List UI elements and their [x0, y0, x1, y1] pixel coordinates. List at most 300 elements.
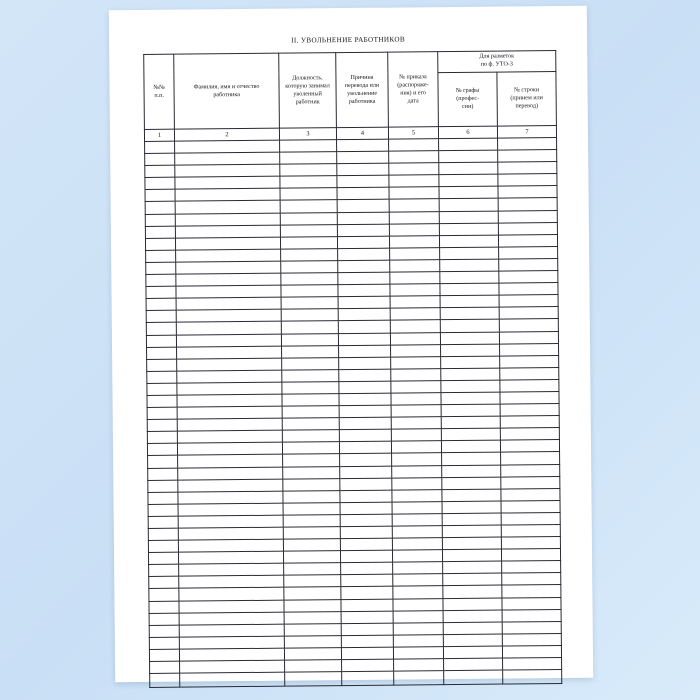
cell-fullname[interactable]	[175, 176, 280, 189]
cell-fullname[interactable]	[178, 503, 283, 516]
cell-graph-number[interactable]	[439, 174, 498, 187]
cell-graph-number[interactable]	[441, 356, 500, 369]
cell-row-number[interactable]	[500, 416, 559, 429]
cell-order[interactable]	[389, 139, 439, 152]
cell-fullname[interactable]	[178, 491, 283, 504]
cell-graph-number[interactable]	[439, 162, 498, 175]
cell-reason[interactable]	[339, 357, 391, 370]
cell-graph-number[interactable]	[439, 138, 498, 151]
cell-number[interactable]	[149, 589, 179, 601]
cell-row-number[interactable]	[503, 658, 562, 671]
cell-reason[interactable]	[338, 333, 390, 346]
cell-row-number[interactable]	[499, 295, 558, 308]
cell-order[interactable]	[393, 586, 443, 599]
cell-position[interactable]	[281, 297, 338, 310]
cell-graph-number[interactable]	[440, 295, 499, 308]
cell-position[interactable]	[280, 236, 337, 249]
cell-reason[interactable]	[340, 454, 392, 467]
cell-reason[interactable]	[341, 599, 393, 612]
cell-fullname[interactable]	[175, 189, 280, 202]
cell-fullname[interactable]	[177, 406, 282, 419]
cell-row-number[interactable]	[500, 379, 559, 392]
cell-fullname[interactable]	[178, 479, 283, 492]
cell-number[interactable]	[147, 395, 177, 407]
cell-fullname[interactable]	[177, 430, 282, 443]
cell-order[interactable]	[390, 272, 440, 285]
cell-number[interactable]	[147, 371, 177, 383]
cell-position[interactable]	[284, 623, 341, 636]
cell-row-number[interactable]	[501, 500, 560, 513]
cell-graph-number[interactable]	[443, 622, 502, 635]
cell-graph-number[interactable]	[442, 501, 501, 514]
cell-graph-number[interactable]	[441, 428, 500, 441]
cell-graph-number[interactable]	[441, 404, 500, 417]
cell-row-number[interactable]	[500, 391, 559, 404]
cell-position[interactable]	[284, 611, 341, 624]
cell-graph-number[interactable]	[442, 537, 501, 550]
cell-row-number[interactable]	[503, 670, 562, 685]
cell-order[interactable]	[394, 671, 444, 685]
cell-reason[interactable]	[339, 369, 391, 382]
cell-graph-number[interactable]	[443, 598, 502, 611]
cell-number[interactable]	[147, 431, 177, 443]
cell-number[interactable]	[145, 214, 175, 226]
cell-row-number[interactable]	[502, 645, 561, 658]
cell-position[interactable]	[283, 539, 340, 552]
cell-number[interactable]	[147, 444, 177, 456]
cell-number[interactable]	[148, 552, 178, 564]
table-row[interactable]	[150, 670, 562, 688]
cell-fullname[interactable]	[177, 382, 282, 395]
cell-reason[interactable]	[337, 212, 389, 225]
cell-position[interactable]	[282, 418, 339, 431]
cell-number[interactable]	[150, 673, 180, 687]
cell-order[interactable]	[389, 163, 439, 176]
cell-number[interactable]	[146, 335, 176, 347]
cell-fullname[interactable]	[175, 201, 280, 214]
cell-position[interactable]	[282, 381, 339, 394]
cell-row-number[interactable]	[498, 162, 557, 175]
cell-fullname[interactable]	[175, 152, 280, 165]
cell-fullname[interactable]	[176, 297, 281, 310]
cell-number[interactable]	[147, 383, 177, 395]
cell-graph-number[interactable]	[443, 561, 502, 574]
cell-number[interactable]	[149, 637, 179, 649]
cell-row-number[interactable]	[499, 331, 558, 344]
cell-order[interactable]	[392, 477, 442, 490]
cell-order[interactable]	[390, 320, 440, 333]
cell-fullname[interactable]	[178, 455, 283, 468]
cell-number[interactable]	[149, 564, 179, 576]
cell-row-number[interactable]	[501, 549, 560, 562]
cell-fullname[interactable]	[175, 237, 280, 250]
cell-fullname[interactable]	[178, 467, 283, 480]
cell-reason[interactable]	[340, 538, 392, 551]
cell-position[interactable]	[281, 309, 338, 322]
cell-number[interactable]	[145, 190, 175, 202]
cell-reason[interactable]	[339, 429, 391, 442]
cell-reason[interactable]	[338, 260, 390, 273]
cell-reason[interactable]	[338, 248, 390, 261]
cell-number[interactable]	[145, 141, 175, 153]
cell-order[interactable]	[390, 308, 440, 321]
cell-reason[interactable]	[339, 405, 391, 418]
cell-row-number[interactable]	[499, 319, 558, 332]
cell-order[interactable]	[393, 574, 443, 587]
cell-reason[interactable]	[341, 587, 393, 600]
cell-graph-number[interactable]	[440, 319, 499, 332]
cell-row-number[interactable]	[502, 609, 561, 622]
cell-reason[interactable]	[337, 175, 389, 188]
cell-fullname[interactable]	[179, 624, 284, 637]
cell-graph-number[interactable]	[442, 513, 501, 526]
cell-number[interactable]	[149, 649, 179, 661]
cell-graph-number[interactable]	[442, 477, 501, 490]
cell-reason[interactable]	[338, 284, 390, 297]
cell-fullname[interactable]	[179, 600, 284, 613]
cell-position[interactable]	[282, 369, 339, 382]
cell-reason[interactable]	[338, 321, 390, 334]
cell-number[interactable]	[147, 407, 177, 419]
cell-number[interactable]	[146, 262, 176, 274]
cell-number[interactable]	[148, 468, 178, 480]
cell-graph-number[interactable]	[442, 489, 501, 502]
cell-reason[interactable]	[339, 417, 391, 430]
cell-fullname[interactable]	[176, 261, 281, 274]
cell-position[interactable]	[284, 648, 341, 661]
cell-fullname[interactable]	[176, 309, 281, 322]
cell-position[interactable]	[283, 454, 340, 467]
cell-reason[interactable]	[339, 381, 391, 394]
cell-position[interactable]	[280, 140, 337, 153]
cell-order[interactable]	[389, 199, 439, 212]
cell-position[interactable]	[280, 152, 337, 165]
cell-reason[interactable]	[341, 635, 393, 648]
cell-fullname[interactable]	[176, 334, 281, 347]
cell-row-number[interactable]	[500, 343, 559, 356]
cell-row-number[interactable]	[498, 222, 557, 235]
cell-fullname[interactable]	[177, 358, 282, 371]
cell-graph-number[interactable]	[439, 211, 498, 224]
cell-row-number[interactable]	[498, 186, 557, 199]
cell-reason[interactable]	[340, 466, 392, 479]
cell-fullname[interactable]	[179, 648, 284, 661]
cell-reason[interactable]	[340, 550, 392, 563]
cell-row-number[interactable]	[499, 271, 558, 284]
cell-order[interactable]	[389, 211, 439, 224]
cell-number[interactable]	[148, 504, 178, 516]
cell-order[interactable]	[392, 489, 442, 502]
cell-row-number[interactable]	[499, 246, 558, 259]
cell-row-number[interactable]	[501, 476, 560, 489]
cell-fullname[interactable]	[175, 164, 280, 177]
cell-row-number[interactable]	[501, 512, 560, 525]
cell-reason[interactable]	[341, 611, 393, 624]
cell-order[interactable]	[391, 356, 441, 369]
cell-fullname[interactable]	[175, 225, 280, 238]
cell-fullname[interactable]	[177, 418, 282, 431]
cell-order[interactable]	[393, 562, 443, 575]
cell-order[interactable]	[394, 659, 444, 672]
cell-position[interactable]	[285, 672, 342, 687]
cell-order[interactable]	[391, 417, 441, 430]
cell-row-number[interactable]	[502, 633, 561, 646]
cell-graph-number[interactable]	[443, 586, 502, 599]
cell-row-number[interactable]	[502, 561, 561, 574]
cell-order[interactable]	[393, 610, 443, 623]
cell-position[interactable]	[281, 333, 338, 346]
cell-row-number[interactable]	[498, 174, 557, 187]
cell-number[interactable]	[146, 286, 176, 298]
cell-position[interactable]	[282, 406, 339, 419]
cell-position[interactable]	[282, 357, 339, 370]
cell-order[interactable]	[389, 223, 439, 236]
cell-row-number[interactable]	[501, 452, 560, 465]
cell-reason[interactable]	[337, 236, 389, 249]
cell-graph-number[interactable]	[440, 307, 499, 320]
cell-graph-number[interactable]	[441, 344, 500, 357]
cell-number[interactable]	[148, 528, 178, 540]
cell-position[interactable]	[284, 563, 341, 576]
cell-order[interactable]	[391, 429, 441, 442]
cell-row-number[interactable]	[501, 488, 560, 501]
cell-fullname[interactable]	[175, 213, 280, 226]
cell-graph-number[interactable]	[440, 271, 499, 284]
cell-position[interactable]	[283, 527, 340, 540]
cell-reason[interactable]	[340, 490, 392, 503]
cell-reason[interactable]	[340, 514, 392, 527]
cell-order[interactable]	[390, 284, 440, 297]
cell-position[interactable]	[280, 212, 337, 225]
cell-order[interactable]	[391, 441, 441, 454]
cell-reason[interactable]	[342, 671, 394, 685]
cell-reason[interactable]	[341, 562, 393, 575]
cell-graph-number[interactable]	[439, 235, 498, 248]
cell-position[interactable]	[285, 660, 342, 673]
cell-row-number[interactable]	[501, 464, 560, 477]
cell-reason[interactable]	[342, 659, 394, 672]
cell-position[interactable]	[280, 224, 337, 237]
cell-number[interactable]	[145, 153, 175, 165]
cell-graph-number[interactable]	[440, 332, 499, 345]
cell-fullname[interactable]	[177, 394, 282, 407]
cell-reason[interactable]	[337, 163, 389, 176]
cell-number[interactable]	[149, 613, 179, 625]
cell-number[interactable]	[148, 540, 178, 552]
cell-graph-number[interactable]	[441, 440, 500, 453]
cell-number[interactable]	[145, 226, 175, 238]
cell-number[interactable]	[148, 480, 178, 492]
cell-fullname[interactable]	[176, 322, 281, 335]
cell-number[interactable]	[147, 359, 177, 371]
cell-number[interactable]	[149, 577, 179, 589]
cell-fullname[interactable]	[176, 249, 281, 262]
cell-graph-number[interactable]	[440, 259, 499, 272]
cell-row-number[interactable]	[499, 307, 558, 320]
cell-order[interactable]	[390, 247, 440, 260]
cell-position[interactable]	[283, 478, 340, 491]
cell-order[interactable]	[390, 296, 440, 309]
cell-row-number[interactable]	[499, 258, 558, 271]
cell-reason[interactable]	[338, 308, 390, 321]
cell-position[interactable]	[280, 164, 337, 177]
cell-graph-number[interactable]	[441, 392, 500, 405]
cell-graph-number[interactable]	[443, 610, 502, 623]
cell-graph-number[interactable]	[439, 186, 498, 199]
cell-row-number[interactable]	[500, 440, 559, 453]
cell-order[interactable]	[392, 550, 442, 563]
cell-number[interactable]	[145, 177, 175, 189]
cell-graph-number[interactable]	[443, 634, 502, 647]
cell-reason[interactable]	[337, 151, 389, 164]
cell-position[interactable]	[281, 285, 338, 298]
cell-graph-number[interactable]	[442, 549, 501, 562]
cell-position[interactable]	[281, 321, 338, 334]
cell-fullname[interactable]	[176, 285, 281, 298]
cell-number[interactable]	[146, 298, 176, 310]
cell-position[interactable]	[283, 466, 340, 479]
cell-graph-number[interactable]	[440, 247, 499, 260]
cell-graph-number[interactable]	[439, 199, 498, 212]
cell-order[interactable]	[392, 514, 442, 527]
cell-number[interactable]	[146, 323, 176, 335]
cell-position[interactable]	[284, 599, 341, 612]
cell-graph-number[interactable]	[443, 646, 502, 659]
cell-graph-number[interactable]	[441, 416, 500, 429]
cell-order[interactable]	[392, 501, 442, 514]
cell-number[interactable]	[149, 625, 179, 637]
cell-reason[interactable]	[337, 200, 389, 213]
cell-graph-number[interactable]	[439, 223, 498, 236]
cell-row-number[interactable]	[500, 404, 559, 417]
cell-position[interactable]	[283, 515, 340, 528]
cell-fullname[interactable]	[175, 140, 280, 153]
cell-number[interactable]	[145, 202, 175, 214]
cell-reason[interactable]	[340, 526, 392, 539]
cell-fullname[interactable]	[178, 551, 283, 564]
cell-position[interactable]	[280, 176, 337, 189]
cell-number[interactable]	[147, 347, 177, 359]
cell-number[interactable]	[145, 238, 175, 250]
cell-order[interactable]	[389, 235, 439, 248]
cell-row-number[interactable]	[500, 367, 559, 380]
cell-reason[interactable]	[340, 478, 392, 491]
cell-order[interactable]	[391, 381, 441, 394]
cell-row-number[interactable]	[498, 138, 557, 151]
cell-fullname[interactable]	[177, 370, 282, 383]
cell-number[interactable]	[145, 165, 175, 177]
cell-graph-number[interactable]	[444, 658, 503, 671]
cell-graph-number[interactable]	[443, 573, 502, 586]
cell-order[interactable]	[393, 598, 443, 611]
cell-row-number[interactable]	[501, 524, 560, 537]
cell-fullname[interactable]	[179, 563, 284, 576]
cell-number[interactable]	[150, 661, 180, 673]
cell-reason[interactable]	[341, 647, 393, 660]
cell-graph-number[interactable]	[442, 465, 501, 478]
cell-position[interactable]	[283, 502, 340, 515]
cell-row-number[interactable]	[502, 597, 561, 610]
cell-row-number[interactable]	[499, 283, 558, 296]
cell-number[interactable]	[146, 310, 176, 322]
cell-fullname[interactable]	[178, 539, 283, 552]
cell-number[interactable]	[148, 516, 178, 528]
cell-order[interactable]	[392, 465, 442, 478]
cell-row-number[interactable]	[501, 537, 560, 550]
cell-reason[interactable]	[337, 139, 389, 152]
cell-position[interactable]	[283, 551, 340, 564]
cell-number[interactable]	[148, 492, 178, 504]
cell-order[interactable]	[393, 647, 443, 660]
cell-position[interactable]	[284, 635, 341, 648]
cell-order[interactable]	[391, 344, 441, 357]
cell-position[interactable]	[282, 345, 339, 358]
cell-graph-number[interactable]	[444, 670, 503, 685]
cell-reason[interactable]	[340, 502, 392, 515]
cell-graph-number[interactable]	[439, 150, 498, 163]
cell-row-number[interactable]	[500, 355, 559, 368]
cell-reason[interactable]	[339, 393, 391, 406]
cell-order[interactable]	[392, 538, 442, 551]
cell-graph-number[interactable]	[441, 380, 500, 393]
cell-reason[interactable]	[337, 224, 389, 237]
cell-fullname[interactable]	[176, 273, 281, 286]
cell-fullname[interactable]	[179, 576, 284, 589]
cell-position[interactable]	[281, 261, 338, 274]
cell-order[interactable]	[390, 260, 440, 273]
cell-reason[interactable]	[338, 296, 390, 309]
cell-order[interactable]	[389, 175, 439, 188]
cell-order[interactable]	[393, 634, 443, 647]
cell-order[interactable]	[391, 405, 441, 418]
cell-order[interactable]	[389, 151, 439, 164]
cell-fullname[interactable]	[180, 672, 285, 687]
cell-fullname[interactable]	[179, 612, 284, 625]
cell-number[interactable]	[146, 274, 176, 286]
cell-reason[interactable]	[339, 345, 391, 358]
cell-order[interactable]	[393, 622, 443, 635]
cell-fullname[interactable]	[177, 346, 282, 359]
cell-row-number[interactable]	[498, 234, 557, 247]
cell-graph-number[interactable]	[441, 368, 500, 381]
cell-row-number[interactable]	[500, 428, 559, 441]
cell-position[interactable]	[284, 587, 341, 600]
cell-reason[interactable]	[341, 623, 393, 636]
cell-order[interactable]	[390, 332, 440, 345]
cell-row-number[interactable]	[502, 585, 561, 598]
cell-number[interactable]	[147, 419, 177, 431]
cell-reason[interactable]	[339, 441, 391, 454]
cell-row-number[interactable]	[502, 621, 561, 634]
cell-fullname[interactable]	[178, 515, 283, 528]
cell-row-number[interactable]	[498, 210, 557, 223]
cell-row-number[interactable]	[502, 573, 561, 586]
cell-position[interactable]	[282, 394, 339, 407]
cell-position[interactable]	[284, 575, 341, 588]
cell-order[interactable]	[391, 368, 441, 381]
cell-order[interactable]	[391, 393, 441, 406]
cell-number[interactable]	[148, 456, 178, 468]
cell-position[interactable]	[281, 248, 338, 261]
cell-reason[interactable]	[338, 272, 390, 285]
cell-position[interactable]	[282, 442, 339, 455]
cell-position[interactable]	[283, 490, 340, 503]
cell-order[interactable]	[392, 526, 442, 539]
cell-fullname[interactable]	[179, 588, 284, 601]
cell-fullname[interactable]	[178, 527, 283, 540]
cell-position[interactable]	[281, 273, 338, 286]
cell-row-number[interactable]	[498, 198, 557, 211]
